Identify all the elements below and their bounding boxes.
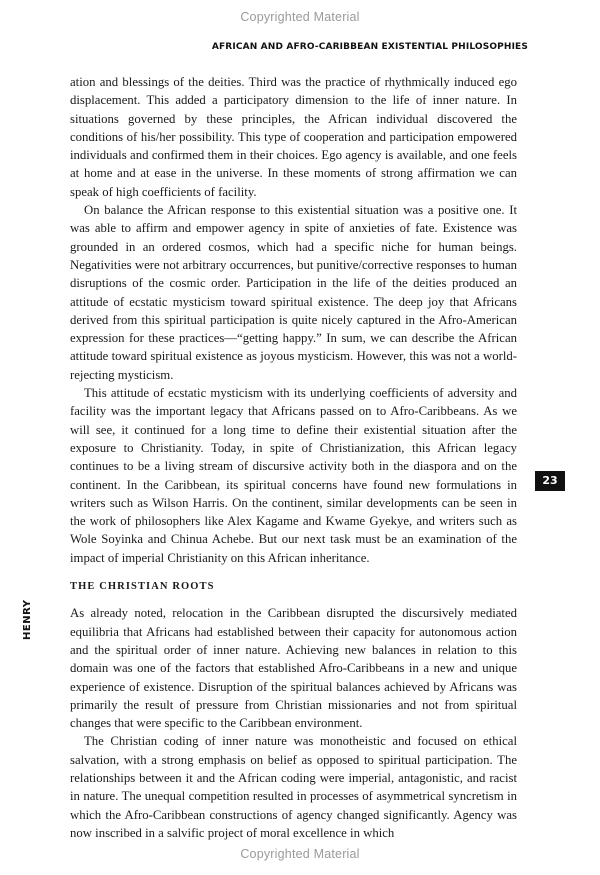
section-heading: THE CHRISTIAN ROOTS	[70, 581, 215, 593]
side-author-label: HENRY	[22, 599, 33, 640]
body-paragraph: The Christian coding of inner nature was monotheistic and focused on ethical salvation, with a strong emphasis on belief as opposed to spiritual participation. The relationships between it and the African coding were imperial, antagonistic, and racist in nature. The unequal competition resulted in processes of asymmetrical syncretism in which the Afro-Caribbean constructions of agency changed significantly. Agency was now inscribed in a salvific project of moral excellence in which	[70, 734, 517, 840]
copyright-watermark-top: Copyrighted Material	[240, 10, 360, 24]
body-paragraph: ation and blessings of the deities. Third was the practice of rhythmically induced ego displacement. This added a participatory dimension to the life of inner nature. In situations governed by these principles, the African individual discovered the conditions of his/her possibility. This type of cooperation and participation empowered individuals and confirmed them in their choices. Ego agency is available, and one feels at home and at ease in the universe. In these moments of strong affirmation we can speak of high coefficients of facility.	[70, 75, 517, 199]
body-paragraph: This attitude of ecstatic mysticism with its underlying coefficients of adversity and facility was the important legacy that Africans passed on to Afro-Caribbeans. As we will see, it continued for a long time to define their existential situation after the exposure to Christianity. Today, in spite of Christianization, this African legacy continues to be a living stream of discursive activity both in the diaspora and on the continent. In the Caribbean, its spiritual concerns have found new formulations in writers such as Wilson Harris. On the continent, similar developments can be seen in the work of philosophers like Alex Kagame and Kwame Gyekye, and writers such as Wole Soyinka and Chinua Achebe. But our next task must be an examination of the impact of imperial Christianity on this African inheritance.	[70, 386, 517, 565]
page-body	[70, 73, 517, 842]
running-head: AFRICAN AND AFRO-CARIBBEAN EXISTENTIAL PHILOSOPHIES	[211, 42, 528, 52]
body-paragraph: As already noted, relocation in the Caribbean disrupted the discursively mediated equilibria that Africans had established between their capacity for autonomous action and the spiritual order of inner nature. Achieving new balances in relation to this domain was one of the factors that established Afro-Caribbeans in a new and unique experience of existence. Disruption of the spiritual balances achieved by Africans was primarily the result of pressure from Christian missionaries and not from spiritual changes that were specific to the Caribbean environment.	[70, 606, 517, 731]
copyright-watermark-bottom: Copyrighted Material	[240, 847, 360, 861]
body-paragraph: On balance the African response to this existential situation was a positive one. It was able to affirm and empower agency in spite of anxieties of fate. Existence was grounded in an ordered cosmos, which had a specific niche for human beings. Negativities were not arbitrary occurrences, but punitive/corrective responses to human disruptions of the cosmic order. Participation in the life of the deities produced an attitude of ecstatic mysticism toward spiritual existence. The deep joy that Africans derived from this spiritual participation is quite nicely captured in the Afro-American expression for these practices—“getting happy.” In sum, we can describe the African attitude toward spiritual existence as joyous mysticism. However, this was not a world-rejecting mysticism.	[70, 203, 517, 382]
page-number-tab: 23	[535, 471, 565, 491]
